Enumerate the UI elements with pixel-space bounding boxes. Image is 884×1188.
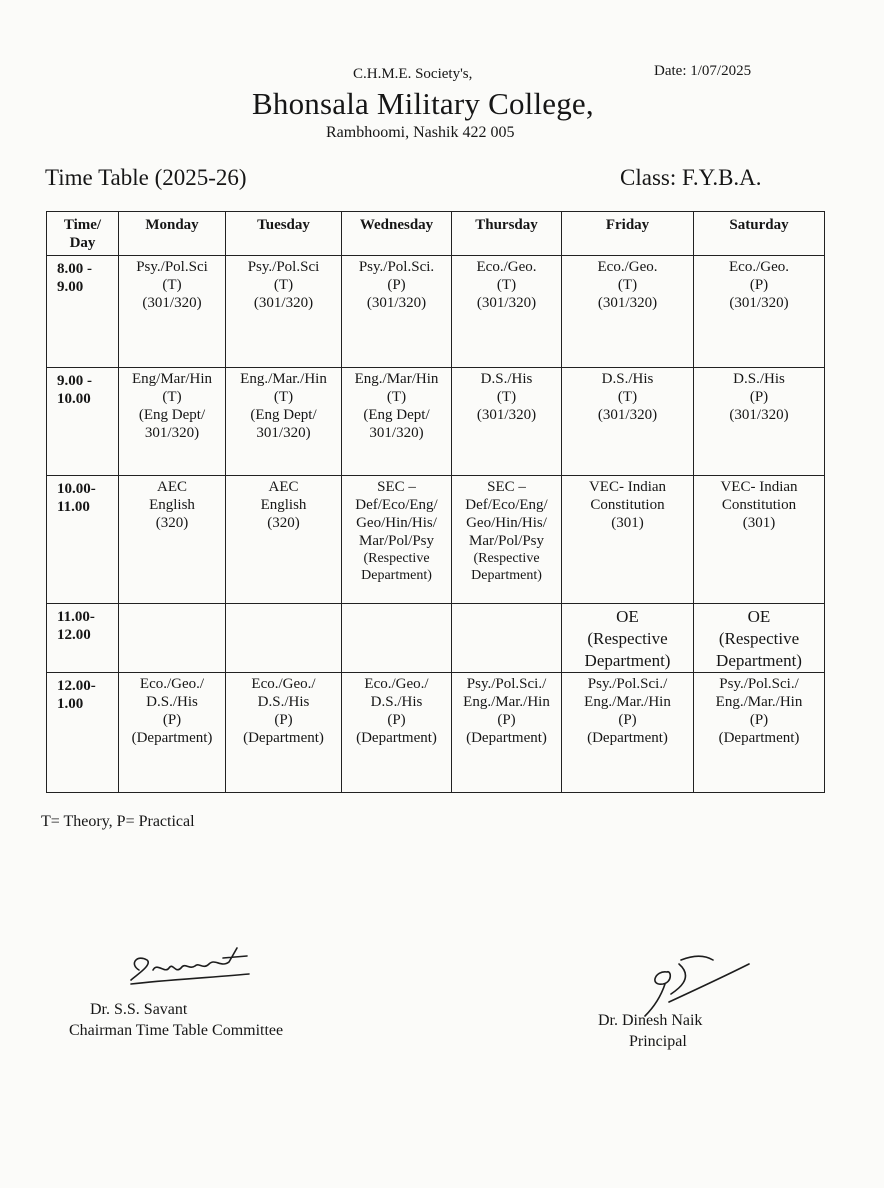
lecture-cell [694,368,825,476]
lecture-cell [342,368,452,476]
day-header-friday: Friday [562,212,694,256]
lecture-cell [562,256,694,368]
time-end: 11.00 [57,499,90,515]
lecture-cell [562,604,694,673]
cell-line: (301) [611,515,644,531]
cell-line: 301/320) [144,425,200,441]
lecture-cell [452,368,562,476]
cell-line: AEC [268,479,299,495]
day-header-saturday: Saturday [694,212,825,256]
cell-line: (301/320) [253,295,314,311]
corner-line: Day [69,235,96,251]
cell-line: (301/320) [729,407,789,423]
lecture-cell [452,476,562,604]
cell-line: Psy./Pol.Sci./ [466,676,547,692]
lecture-cell [342,256,452,368]
lecture-cell [119,476,226,604]
cell-line: Mar/Pol/Psy [468,533,544,549]
cell-line: Constitution [590,497,665,513]
cell-line: (P) [387,277,406,293]
lecture-cell [694,256,825,368]
cell-line: Eco./Geo. [597,259,658,275]
cell-line: Department) [361,568,432,583]
cell-line: Psy./Pol.Sci./ [587,676,668,692]
cell-line: SEC – [377,479,416,495]
cell-line: (T) [617,389,638,405]
time-end: 9.00 [57,279,84,295]
signatory-left-name: Dr. S.S. Savant [90,1001,188,1018]
cell-line: Department) [716,651,802,670]
lecture-cell [119,368,226,476]
cell-line: Psy./Pol.Sci [247,259,320,275]
cell-line: (Department) [587,730,668,746]
cell-line: (T) [162,389,182,405]
cell-line: (P) [497,712,516,728]
lecture-cell [694,604,825,673]
lecture-cell [119,673,226,793]
signatory-right-role: Principal [629,1033,687,1050]
cell-line: Eng./Mar./Hin [584,694,671,710]
table-row [47,673,825,793]
time-start: 12.00- [57,678,96,694]
time-end: 1.00 [57,696,84,712]
cell-line: Psy./Pol.Sci [136,259,208,275]
day-header-monday: Monday [119,212,226,256]
timetable [46,211,825,793]
cell-line: D.S./His [601,371,654,387]
timetable-title: Time Table (2025-26) [45,165,247,190]
time-slot [47,256,119,368]
corner-line: Time/ [63,217,102,233]
lecture-cell [452,673,562,793]
cell-line: (T) [617,277,638,293]
lecture-cell [342,673,452,793]
cell-line: English [149,497,195,513]
cell-line: (P) [749,712,769,728]
cell-line: (T) [273,277,294,293]
cell-line: Eco./Geo. [729,259,789,275]
cell-line: 301/320) [256,425,311,441]
time-slot [47,673,119,793]
cell-line: Psy./Pol.Sci. [358,259,435,275]
cell-line: (T) [496,389,517,405]
cell-line: (301/320) [729,295,789,311]
cell-line: (Department) [131,730,213,746]
signature-savant [125,940,255,990]
cell-line: Eco./Geo./ [364,676,429,692]
cell-line: (Department) [243,730,324,746]
cell-line: (301) [742,515,776,531]
empty-cell [119,604,226,673]
day-header-wednesday: Wednesday [342,212,452,256]
empty-cell [226,604,342,673]
empty-cell [452,604,562,673]
day-header-thursday: Thursday [452,212,562,256]
cell-line: Eng./Mar./Hin [715,694,803,710]
cell-line: (P) [162,712,182,728]
legend: T= Theory, P= Practical [41,813,195,830]
cell-line: (301/320) [366,295,427,311]
cell-line: 301/320) [369,425,424,441]
signatory-right-name: Dr. Dinesh Naik [598,1012,703,1029]
time-start: 9.00 - [57,373,92,389]
cell-line: Eco./Geo./ [251,676,316,692]
corner-cell [47,212,119,256]
cell-line: (T) [496,277,517,293]
cell-line: Eco./Geo./ [139,676,205,692]
cell-line: (Respective [718,629,800,648]
cell-line: (301/320) [476,295,537,311]
day-header-tuesday: Tuesday [226,212,342,256]
time-end: 12.00 [57,627,91,643]
cell-line: Department) [584,651,671,670]
cell-line: (P) [749,389,769,405]
time-start: 10.00- [57,481,96,497]
cell-line: (Department) [718,730,800,746]
cell-line: VEC- Indian [588,479,667,495]
cell-line: (Department) [356,730,437,746]
cell-line: (Department) [466,730,547,746]
cell-line: Geo/Hin/His/ [466,515,547,531]
time-start: 11.00- [57,609,95,625]
lecture-cell [452,256,562,368]
table-row [47,604,825,673]
cell-line: OE [616,607,639,626]
cell-line: Psy./Pol.Sci./ [719,676,799,692]
cell-line: (Eng Dept/ [138,407,206,423]
cell-line: (Respective [473,551,540,566]
society-name: C.H.M.E. Society's, [353,66,473,82]
cell-line: Eco./Geo. [476,259,537,275]
cell-line: (320) [267,515,300,531]
empty-cell [342,604,452,673]
cell-line: D.S./His [733,371,785,387]
lecture-cell [694,476,825,604]
lecture-cell [342,476,452,604]
time-slot [47,604,119,673]
cell-line: Eng/Mar/Hin [132,371,212,387]
cell-line: (T) [162,277,182,293]
cell-line: (320) [155,515,189,531]
cell-line: (301/320) [597,295,658,311]
cell-line: AEC [157,479,187,495]
cell-line: D.S./His [257,694,310,710]
table-row [47,476,825,604]
cell-line: (Eng Dept/ [250,407,317,423]
time-slot [47,476,119,604]
cell-line: Eng./Mar./Hin [463,694,550,710]
lecture-cell [562,476,694,604]
cell-line: VEC- Indian [720,479,798,495]
cell-line: (P) [387,712,406,728]
lecture-cell [226,476,342,604]
cell-line: D.S./His [146,694,198,710]
document-date: Date: 1/07/2025 [654,63,752,79]
cell-line: OE [747,607,771,626]
cell-line: Department) [471,568,542,583]
cell-line: (T) [273,389,294,405]
signatory-left-role: Chairman Time Table Committee [69,1022,284,1039]
lecture-cell [226,673,342,793]
college-address: Rambhoomi, Nashik 422 005 [326,124,515,141]
cell-line: (P) [274,712,293,728]
cell-line: Constitution [721,497,797,513]
cell-line: D.S./His [480,371,533,387]
time-slot [47,368,119,476]
table-row [47,368,825,476]
cell-line: Eng./Mar./Hin [240,371,327,387]
cell-line: (301/320) [142,295,202,311]
cell-line: English [260,497,307,513]
class-label: Class: F.Y.B.A. [620,165,762,190]
lecture-cell [562,673,694,793]
time-end: 10.00 [57,391,91,407]
cell-line: (301/320) [476,407,537,423]
header-row [47,212,825,256]
lecture-cell [226,368,342,476]
cell-line: (Eng Dept/ [363,407,430,423]
cell-line: (Respective [363,551,430,566]
cell-line: Geo/Hin/His/ [356,515,437,531]
time-start: 8.00 - [57,261,92,277]
cell-line: (P) [749,277,769,293]
cell-line: (301/320) [597,407,658,423]
college-name: Bhonsala Military College, [252,86,594,121]
lecture-cell [226,256,342,368]
cell-line: SEC – [487,479,526,495]
lecture-cell [119,256,226,368]
cell-line: Mar/Pol/Psy [358,533,434,549]
lecture-cell [562,368,694,476]
cell-line: (T) [386,389,407,405]
cell-line: (Respective [587,629,668,648]
lecture-cell [694,673,825,793]
cell-line: Eng./Mar/Hin [354,371,439,387]
table-row [47,256,825,368]
cell-line: Def/Eco/Eng/ [465,497,548,513]
cell-line: (P) [618,712,637,728]
cell-line: Def/Eco/Eng/ [355,497,438,513]
cell-line: D.S./His [370,694,423,710]
